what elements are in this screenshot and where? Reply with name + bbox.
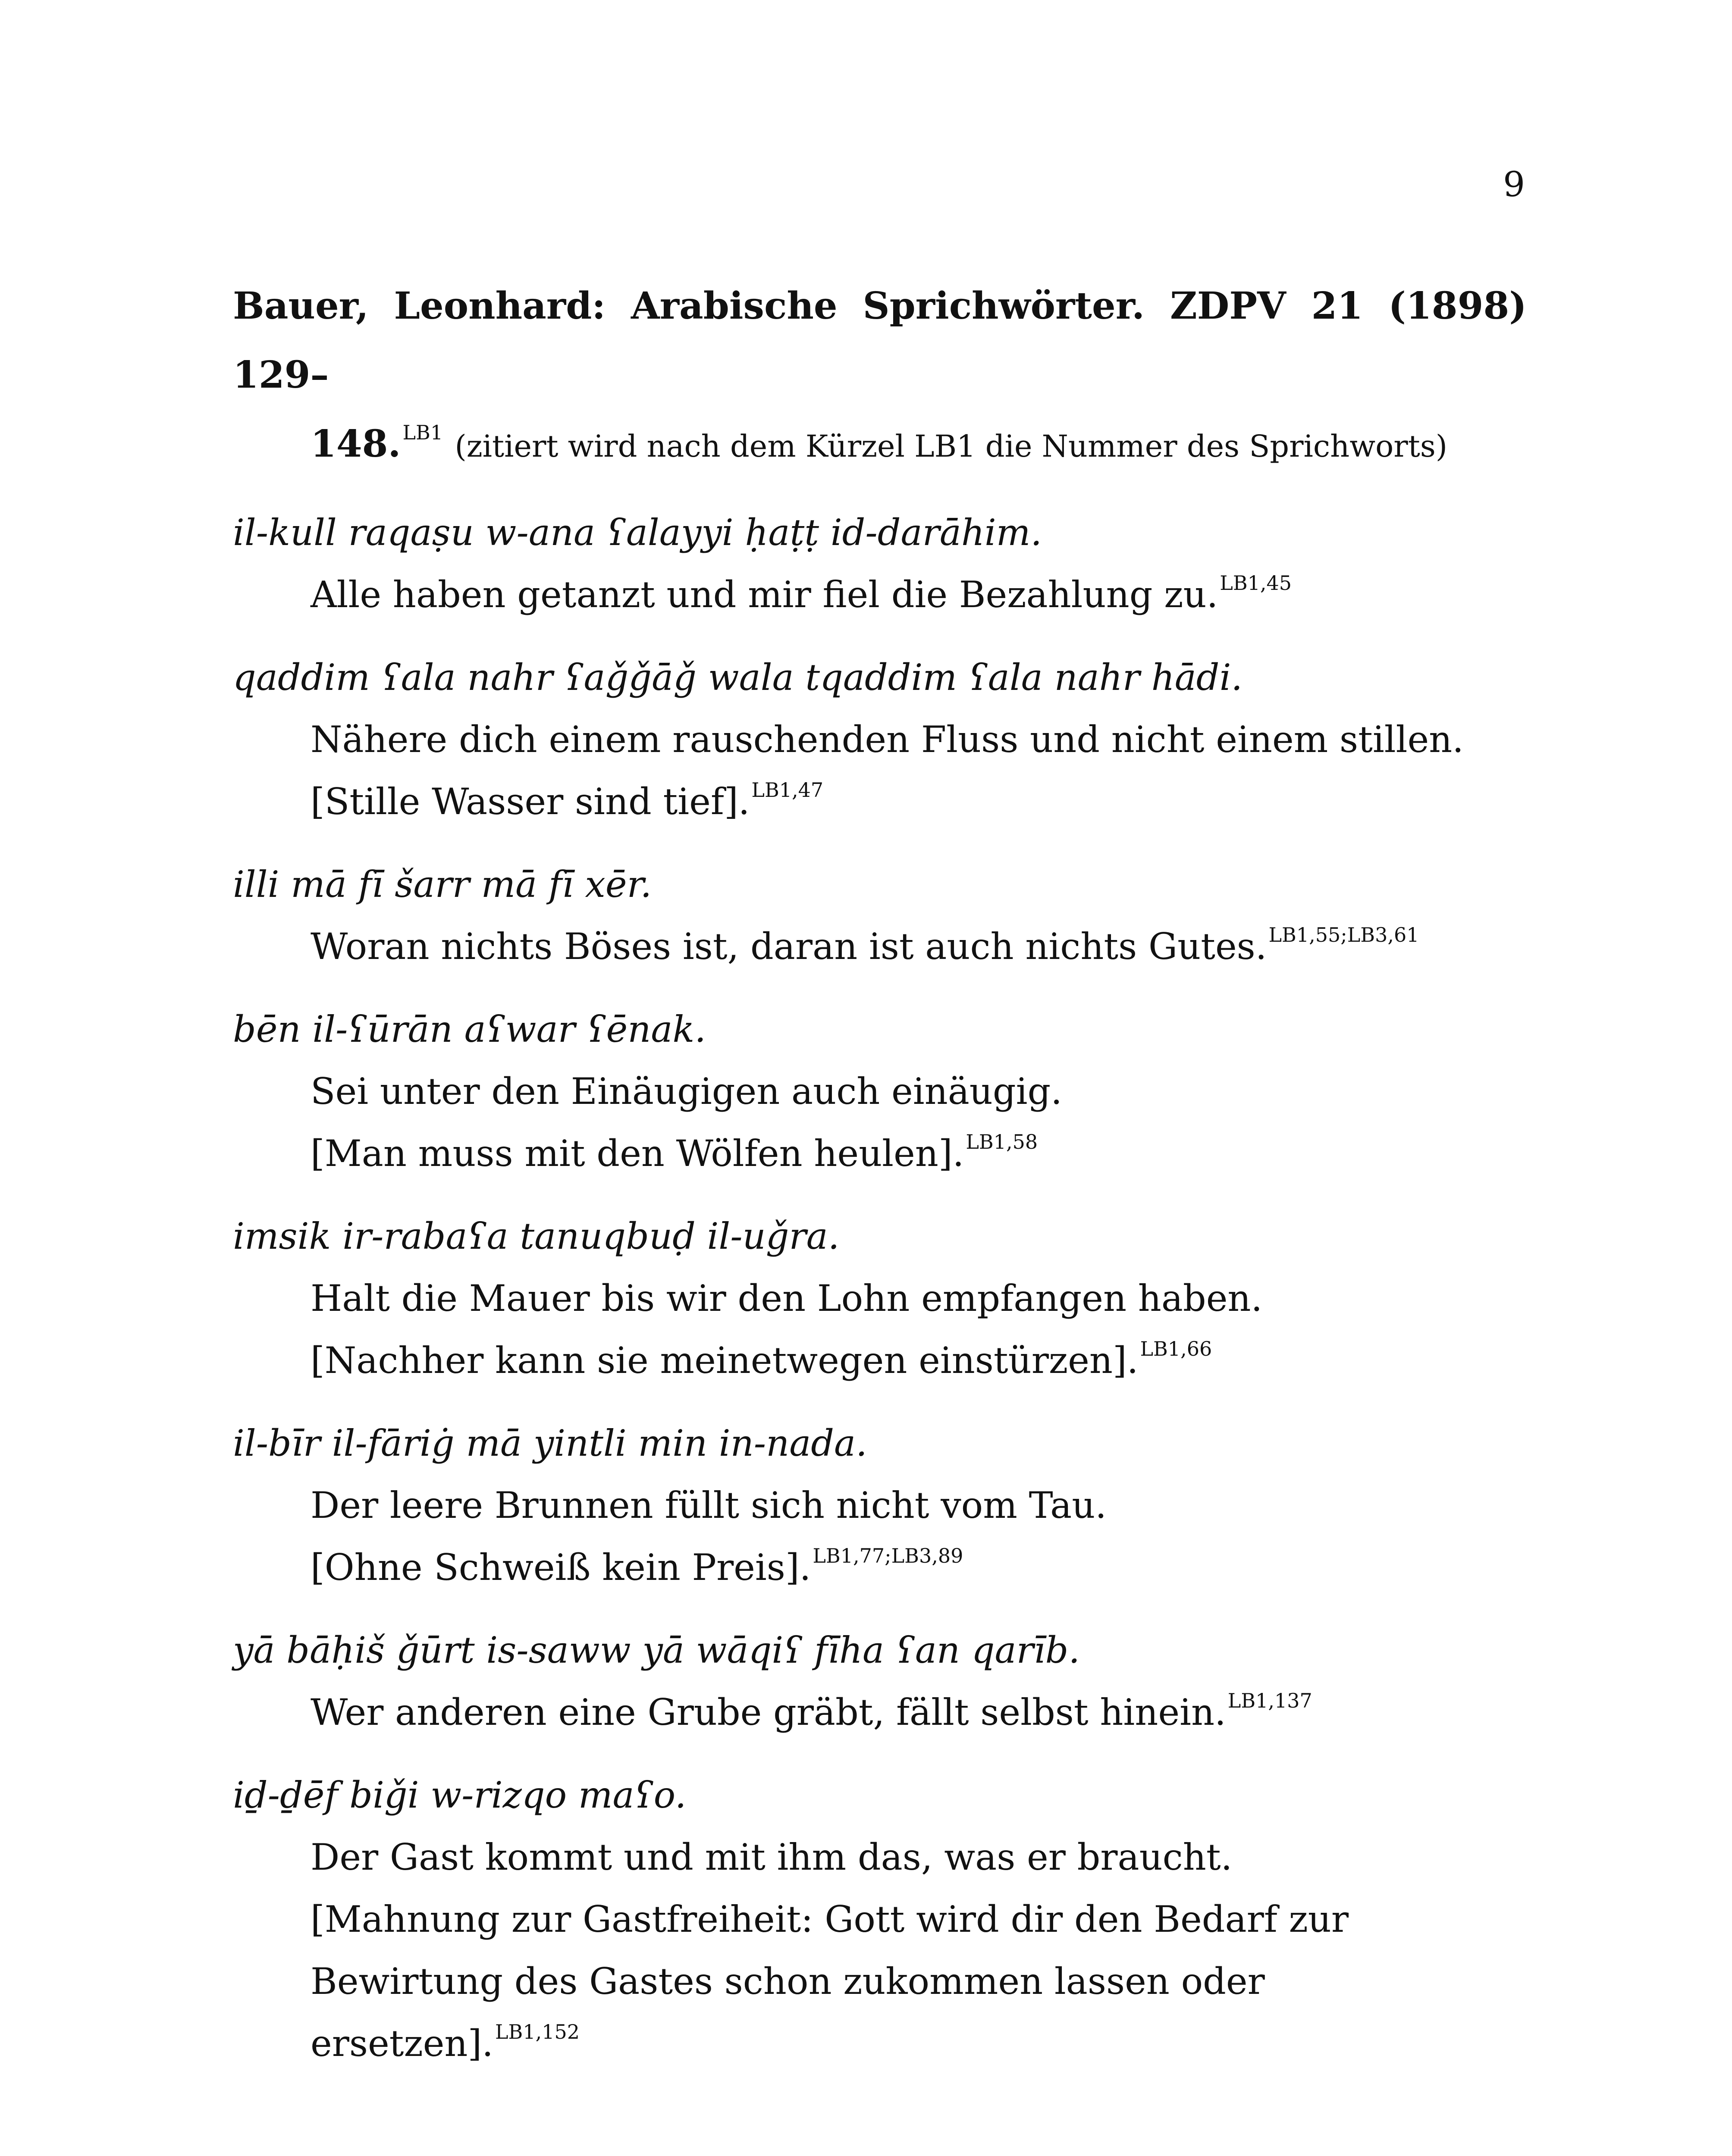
german-translation: Nähere dich einem rauschenden Fluss und nicht einem stillen. [311, 718, 1464, 761]
proverb-entry [233, 998, 1527, 1185]
arabic-proverb: bēn il-ʕūrān aʕwar ʕēnak. [233, 1008, 706, 1050]
arabic-proverb: imsik ir-rabaʕa tanuqbuḍ il-uǧra. [233, 1215, 840, 1257]
proverb-entry [233, 853, 1527, 978]
bibliography-header [233, 272, 1527, 481]
arabic-proverb: il-kull raqaṣu w-ana ʕalayyi ḥaṭṭ id-darāhim. [233, 511, 1042, 554]
german-translation: Woran nichts Böses ist, daran ist auch nichts Gutes.$^{LB1,55;LB3,61}$ [311, 923, 1419, 968]
reference-sup: LB1,152 [495, 2020, 580, 2043]
german-explanation: [Man muss mit den Wölfen heulen].$^{LB1,58}$ [311, 1130, 1038, 1175]
german-explanation: [Ohne Schweiß kein Preis].$^{LB1,77;LB3,89}$ [311, 1544, 963, 1589]
reference-sup: LB1,47 [751, 778, 824, 802]
proverb-entry [233, 1764, 1527, 2075]
reference-sup: LB1,137 [1227, 1689, 1312, 1712]
german-translation: Halt die Mauer bis wir den Lohn empfangen haben. [311, 1277, 1263, 1319]
document-body [233, 272, 1527, 2075]
arabic-proverb: qaddim ʕala nahr ʕaǧǧāǧ wala tqaddim ʕala nahr hādi. [233, 656, 1243, 699]
arabic-proverb: il-bīr il-fāriġ mā yintli min in-nada. [233, 1422, 867, 1464]
header-line-2 [233, 410, 1527, 481]
proverb-entry [233, 646, 1527, 833]
german-explanation: [Mahnung zur Gastfreiheit: Gott wird dir den Bedarf zur Bewirtung des Gastes schon zukommen lassen oder ersetzen].$^{LB1,152}$ [311, 1898, 1349, 2065]
reference-sup: LB1,58 [966, 1130, 1038, 1153]
arabic-proverb: iḏ-ḏēf biǧi w-rizqo maʕo. [233, 1774, 687, 1816]
proverb-entry [233, 501, 1527, 626]
german-translation: Wer anderen eine Grube gräbt, fällt selbst hinein.$^{LB1,137}$ [311, 1689, 1312, 1733]
proverb-entry [233, 1412, 1527, 1598]
proverb-entry [233, 1619, 1527, 1743]
reference-sup: LB1,77;LB3,89 [813, 1544, 963, 1567]
reference-sup: LB1,45 [1220, 571, 1292, 595]
arabic-proverb: illi mā fī šarr mā fī xēr. [233, 863, 652, 906]
page-number: 9 [1503, 164, 1525, 204]
reference-sup: LB1,66 [1140, 1337, 1212, 1360]
header-line-1: Bauer, Leonhard: Arabische Sprichwörter. ZDPV 21 (1898) 129– [233, 284, 1527, 397]
proverb-entry [233, 1205, 1527, 1391]
german-translation: Alle haben getanzt und mir fiel die Bezahlung zu.$^{LB1,45}$ [311, 571, 1292, 616]
reference-sup: LB1,55;LB3,61 [1268, 923, 1419, 946]
header-siglum: LB1 [402, 421, 443, 444]
german-explanation: [Stille Wasser sind tief].$^{LB1,47}$ [311, 778, 824, 823]
arabic-proverb: yā bāḥiš ǧūrt is-saww yā wāqiʕ fīha ʕan qarīb. [233, 1629, 1080, 1671]
german-translation: Der leere Brunnen füllt sich nicht vom Tau. [311, 1484, 1107, 1526]
german-translation: Der Gast kommt und mit ihm das, was er braucht. [311, 1836, 1233, 1878]
header-page-range-end: 148. [311, 422, 401, 466]
german-translation: Sei unter den Einäugigen auch einäugig. [311, 1070, 1062, 1112]
header-note: (zitiert wird nach dem Kürzel LB1 die Nummer des Sprichworts) [455, 429, 1448, 464]
german-explanation: [Nachher kann sie meinetwegen einstürzen].$^{LB1,66}$ [311, 1337, 1212, 1382]
